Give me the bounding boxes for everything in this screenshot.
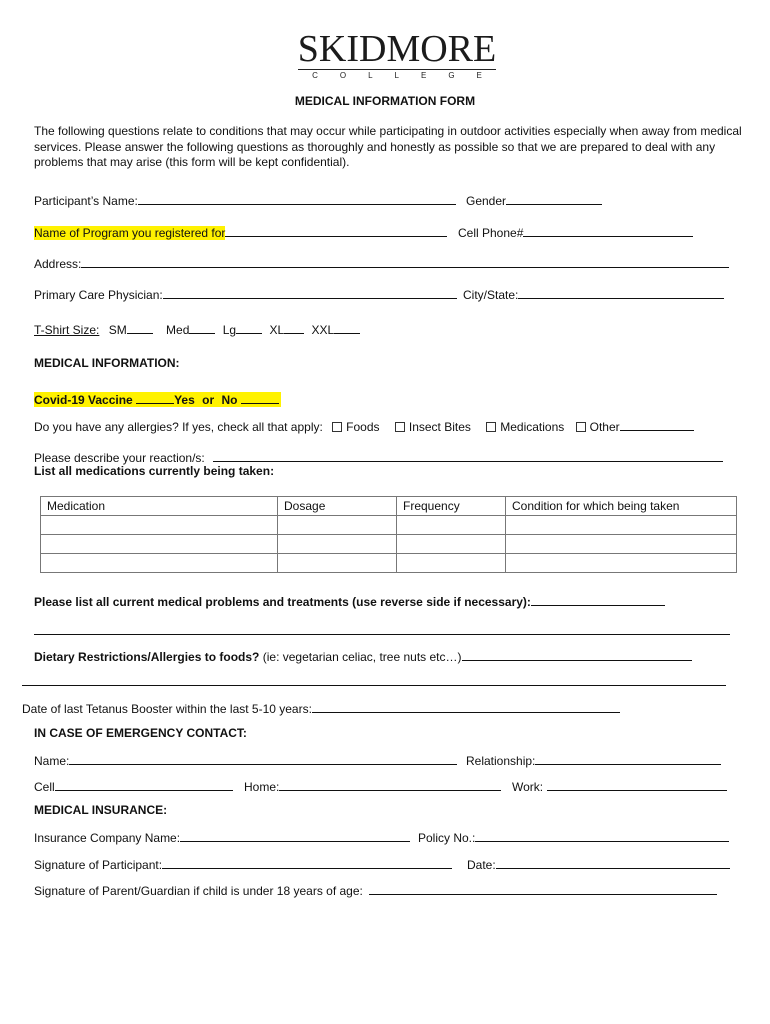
col-dosage: Dosage (278, 497, 397, 516)
checkbox-insect-bites[interactable] (395, 422, 405, 432)
dietary-field-2[interactable] (22, 673, 726, 686)
allergy-option-foods[interactable] (332, 420, 379, 434)
insurance-company-field[interactable] (180, 829, 410, 842)
tshirt-label: T-Shirt Size: (34, 323, 100, 337)
relationship-row (466, 752, 721, 768)
emergency-heading: IN CASE OF EMERGENCY CONTACT: (34, 726, 247, 740)
allergy-option-other[interactable] (576, 420, 694, 434)
reaction-field[interactable] (213, 449, 723, 462)
policy-field[interactable] (475, 829, 729, 842)
table-cell[interactable] (506, 554, 737, 573)
program-row (34, 224, 447, 240)
physician-label: Primary Care Physician: (34, 288, 163, 302)
table-cell[interactable] (41, 535, 278, 554)
covid-yes-label: Yes (174, 393, 195, 407)
col-condition: Condition for which being taken (506, 497, 737, 516)
allergy-insect-label: Insect Bites (408, 420, 471, 434)
tetanus-row (22, 700, 620, 716)
cell-phone-label: Cell Phone# (458, 226, 524, 240)
covid-label: Covid-19 Vaccine (34, 393, 133, 407)
table-cell[interactable] (41, 554, 278, 573)
table-cell[interactable] (397, 535, 506, 554)
allergy-other-field[interactable] (620, 418, 694, 431)
gender-label: Gender (466, 194, 507, 208)
participant-name-row (34, 192, 456, 208)
relationship-field[interactable] (535, 752, 721, 765)
allergies-question: Do you have any allergies? If yes, check all that apply: (34, 420, 323, 434)
covid-no-field[interactable] (241, 392, 279, 404)
table-row (41, 535, 737, 554)
covid-no-label: No (221, 393, 238, 407)
tshirt-sm-field[interactable] (127, 321, 153, 334)
problems-field[interactable] (531, 593, 665, 606)
signature-label: Signature of Participant: (34, 858, 163, 872)
allergy-other-label: Other (589, 420, 620, 434)
guardian-label: Signature of Parent/Guardian if child is under 18 years of age: (34, 884, 363, 898)
medications-table (40, 496, 737, 573)
allergy-foods-label: Foods (346, 420, 380, 434)
allergies-row (34, 418, 694, 434)
city-state-row (463, 286, 724, 302)
tshirt-med-field[interactable] (189, 321, 215, 334)
emergency-home-row (244, 778, 501, 794)
city-state-field[interactable] (518, 286, 724, 299)
problems-row (34, 593, 665, 609)
table-row (41, 554, 737, 573)
date-label: Date: (467, 858, 496, 872)
col-frequency: Frequency (397, 497, 506, 516)
cell-phone-field[interactable] (523, 224, 693, 237)
emergency-cell-label: Cell (34, 780, 55, 794)
logo-subtitle: COLLEGE (312, 71, 504, 80)
dietary-row (34, 648, 692, 664)
col-medication: Medication (41, 497, 278, 516)
tshirt-row (34, 321, 360, 337)
emergency-name-field[interactable] (69, 752, 457, 765)
tetanus-field[interactable] (312, 700, 620, 713)
intro-paragraph: The following questions relate to conditions that may occur while participating in outdoor activities especially when away from medical services. Please answer the following questions as thoroughly and honestly as possible so that we are prepared to deal with any problems that may arise (this form will be kept confidential). (34, 124, 742, 169)
problems-label: Please list all current medical problems and treatments (34, 595, 349, 609)
participant-name-label: Participant’s Name: (34, 194, 138, 208)
table-row (41, 516, 737, 535)
allergy-option-medications[interactable] (486, 420, 564, 434)
tshirt-lg-field[interactable] (236, 321, 262, 334)
guardian-row (34, 882, 717, 898)
covid-yes-field[interactable] (136, 392, 174, 404)
checkbox-foods[interactable] (332, 422, 342, 432)
cell-phone-row (458, 224, 693, 240)
tshirt-lg-label: Lg (222, 323, 237, 337)
table-cell[interactable] (41, 516, 278, 535)
tshirt-xl-field[interactable] (284, 321, 304, 334)
tshirt-sm-label: SM (108, 323, 127, 337)
emergency-work-label: Work: (512, 780, 544, 794)
table-cell[interactable] (278, 516, 397, 535)
table-header-row (41, 497, 737, 516)
address-field[interactable] (81, 255, 729, 268)
dietary-label: Dietary Restrictions/Allergies to foods? (34, 650, 260, 664)
emergency-cell-field[interactable] (55, 778, 233, 791)
address-row (34, 255, 729, 271)
problems-note: (use reverse side if necessary): (352, 595, 531, 609)
date-field[interactable] (496, 856, 730, 869)
signature-row (34, 856, 452, 872)
table-cell[interactable] (506, 516, 737, 535)
table-cell[interactable] (397, 554, 506, 573)
checkbox-medications[interactable] (486, 422, 496, 432)
gender-row (466, 192, 602, 208)
emergency-work-row (512, 778, 727, 794)
dietary-note: (ie: vegetarian celiac, tree nuts etc…) (262, 650, 462, 664)
insurance-heading: MEDICAL INSURANCE: (34, 803, 168, 817)
relationship-label: Relationship: (466, 754, 536, 768)
dietary-line-2 (22, 673, 726, 689)
physician-field[interactable] (163, 286, 457, 299)
tshirt-xxl-field[interactable] (334, 321, 360, 334)
emergency-work-field[interactable] (547, 778, 727, 791)
guardian-signature-field[interactable] (369, 882, 717, 895)
reaction-label: Please describe your reaction/s: (34, 451, 205, 465)
allergy-medications-label: Medications (500, 420, 565, 434)
city-state-label: City/State: (463, 288, 519, 302)
emergency-name-row (34, 752, 457, 768)
gender-field[interactable] (506, 192, 602, 205)
problems-field-2[interactable] (34, 622, 730, 635)
physician-row (34, 286, 457, 302)
policy-row (418, 829, 729, 845)
table-cell[interactable] (278, 554, 397, 573)
emergency-name-label: Name: (34, 754, 70, 768)
dietary-field[interactable] (462, 648, 692, 661)
participant-name-field[interactable] (138, 192, 456, 205)
table-cell[interactable] (397, 516, 506, 535)
covid-row (34, 392, 281, 407)
tshirt-med-label: Med (166, 323, 190, 337)
skidmore-logo (292, 30, 502, 82)
date-row (467, 856, 730, 872)
tshirt-xl-label: XL (269, 323, 285, 337)
table-cell[interactable] (278, 535, 397, 554)
address-label: Address: (34, 257, 82, 271)
problems-line-2 (34, 622, 730, 638)
covid-or-label: or (202, 393, 215, 407)
emergency-home-field[interactable] (279, 778, 501, 791)
meds-heading: List all medications currently being taken: (34, 464, 275, 478)
insurance-company-label: Insurance Company Name: (34, 831, 181, 845)
signature-field[interactable] (162, 856, 452, 869)
form-title: MEDICAL INFORMATION FORM (294, 94, 476, 108)
medical-heading: MEDICAL INFORMATION: (34, 356, 180, 370)
logo-wordmark: SKIDMORE (297, 28, 497, 70)
insurance-company-row (34, 829, 410, 845)
tetanus-label: Date of last Tetanus Booster within the last 5-10 years: (22, 702, 312, 716)
reaction-row (34, 449, 723, 465)
checkbox-other[interactable] (576, 422, 586, 432)
policy-label: Policy No.: (418, 831, 476, 845)
tshirt-xxl-label: XXL (311, 323, 335, 337)
emergency-home-label: Home: (244, 780, 280, 794)
allergy-option-insect[interactable] (395, 420, 471, 434)
emergency-cell-row (34, 778, 233, 794)
program-label: Name of Program you registered for (34, 226, 226, 240)
table-cell[interactable] (506, 535, 737, 554)
program-field[interactable] (225, 224, 447, 237)
